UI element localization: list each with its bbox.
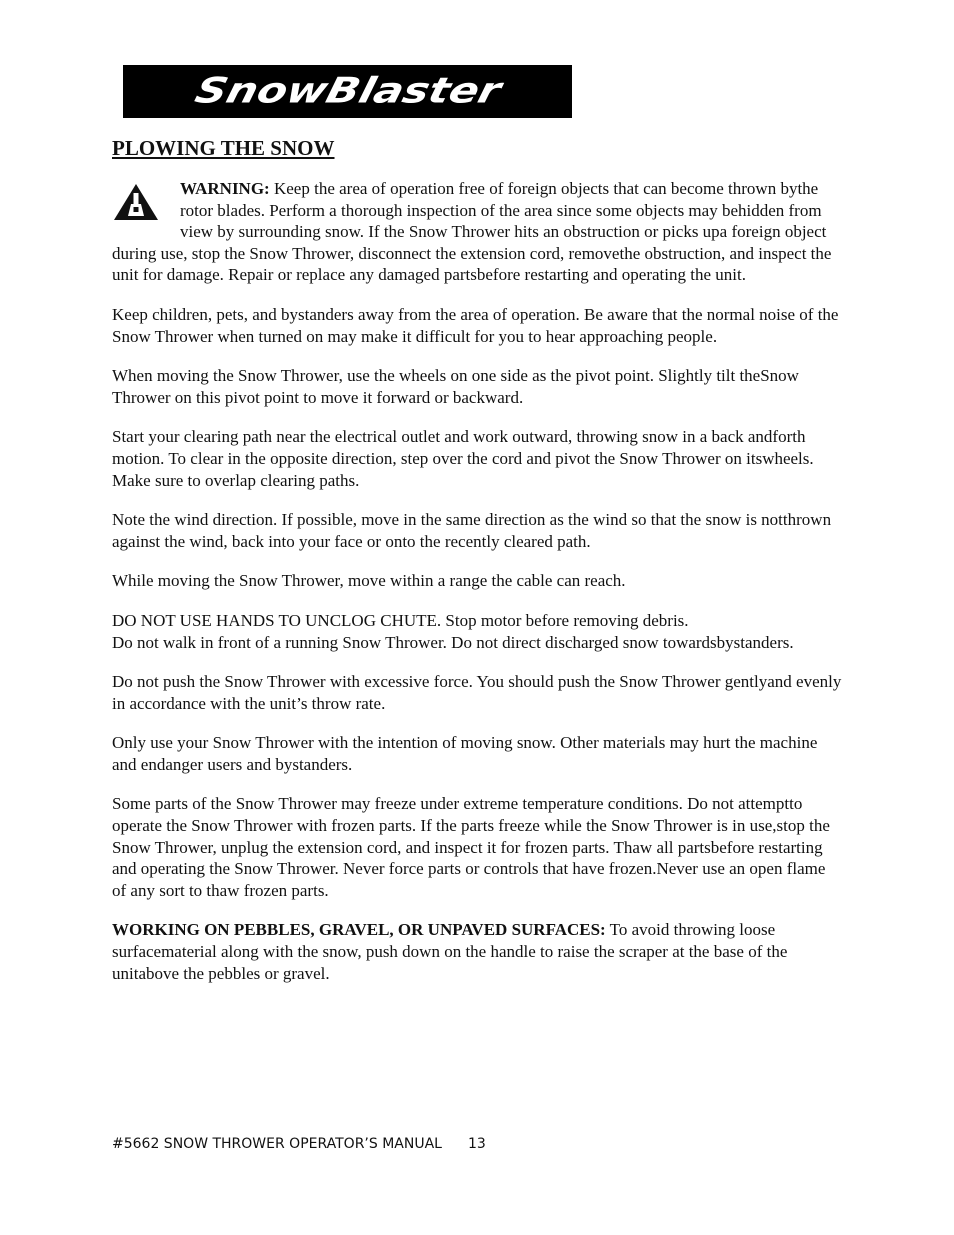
paragraph-intended-use: Only use your Snow Thrower with the intention of moving snow. Other materials may hurt the machine and endanger users and bystanders. (112, 733, 818, 774)
paragraph-excessive-force: Do not push the Snow Thrower with excessive force. You should push the Snow Thrower gentlyand evenly in accordance with the unit’s throw rate. (112, 672, 842, 713)
page-footer (112, 1136, 486, 1152)
paragraph-wind: Note the wind direction. If possible, move in the same direction as the wind so that the snow is notthrown against the wind, back into your face or onto the recently cleared path. (112, 510, 832, 551)
gravel-label: WORKING ON PEBBLES, GRAVEL, OR UNPAVED SURFACES: (112, 920, 606, 940)
gravel-body: To avoid throwing loose surfacematerial along with the snow, push down on the handle to raise the scraper at the base of the unitabove the pebbles or gravel. (112, 920, 788, 983)
warning-text (112, 178, 842, 286)
warning-body: Keep the area of operation free of foreign objects that can become thrown bythe rotor blades. Perform a thorough inspection of the area since some objects may behidden from view by surrounding snow. If the Snow Thrower hits an obstruction or picks upa foreign object during use, stop the Snow Thrower, disconnect the extension cord, removethe obstruction, and inspect the unit for damage. Repair or replace any damaged partsbefore restarting and operating the unit. (112, 179, 832, 285)
warning-label: WARNING: (180, 179, 270, 198)
brand-logo-text: SnowBlaster (190, 70, 505, 112)
warning-icon (112, 182, 160, 222)
discharge-warning-line: Do not walk in front of a running Snow Thrower. Do not direct discharged snow towardsbystanders. (112, 632, 794, 652)
page-number: 13 (467, 1136, 486, 1152)
paragraph-freezing: Some parts of the Snow Thrower may freeze under extreme temperature conditions. Do not attemptto operate the Snow Thrower with frozen parts. If the parts freeze while the Snow Thrower is in use,stop the Snow Thrower, unplug the extension cord, and inspect it for frozen parts. Thaw all partsbefore restarting and operating the Snow Thrower. Never force parts or controls that have frozen.Never use an open flame of any sort to thaw frozen parts. (112, 794, 830, 900)
chute-warning-line: DO NOT USE HANDS TO UNCLOG CHUTE. Stop motor before removing debris. (112, 610, 689, 630)
paragraph-gravel (112, 919, 842, 984)
manual-title: #5662 SNOW THROWER OPERATOR’S MANUAL (112, 1136, 442, 1152)
brand-logo (123, 65, 572, 118)
paragraph-chute (112, 610, 842, 653)
paragraph-bystanders: Keep children, pets, and bystanders away from the area of operation. Be aware that the normal noise of the Snow Thrower when turned on may make it difficult for you to hear approaching people. (112, 304, 839, 346)
paragraph-cable-range: While moving the Snow Thrower, move within a range the cable can reach. (112, 571, 626, 591)
document-body (112, 178, 842, 1002)
warning-notice (112, 178, 842, 286)
section-heading: PLOWING THE SNOW (112, 136, 335, 160)
paragraph-pivot: When moving the Snow Thrower, use the wheels on one side as the pivot point. Slightly tilt theSnow Thrower on this pivot point to move it forward or backward. (112, 366, 799, 407)
paragraph-clearing-path: Start your clearing path near the electrical outlet and work outward, throwing snow in a back andforth motion. To clear in the opposite direction, step over the cord and pivot the Snow Thrower on itswheels. Make sure to overlap clearing paths. (112, 427, 814, 490)
